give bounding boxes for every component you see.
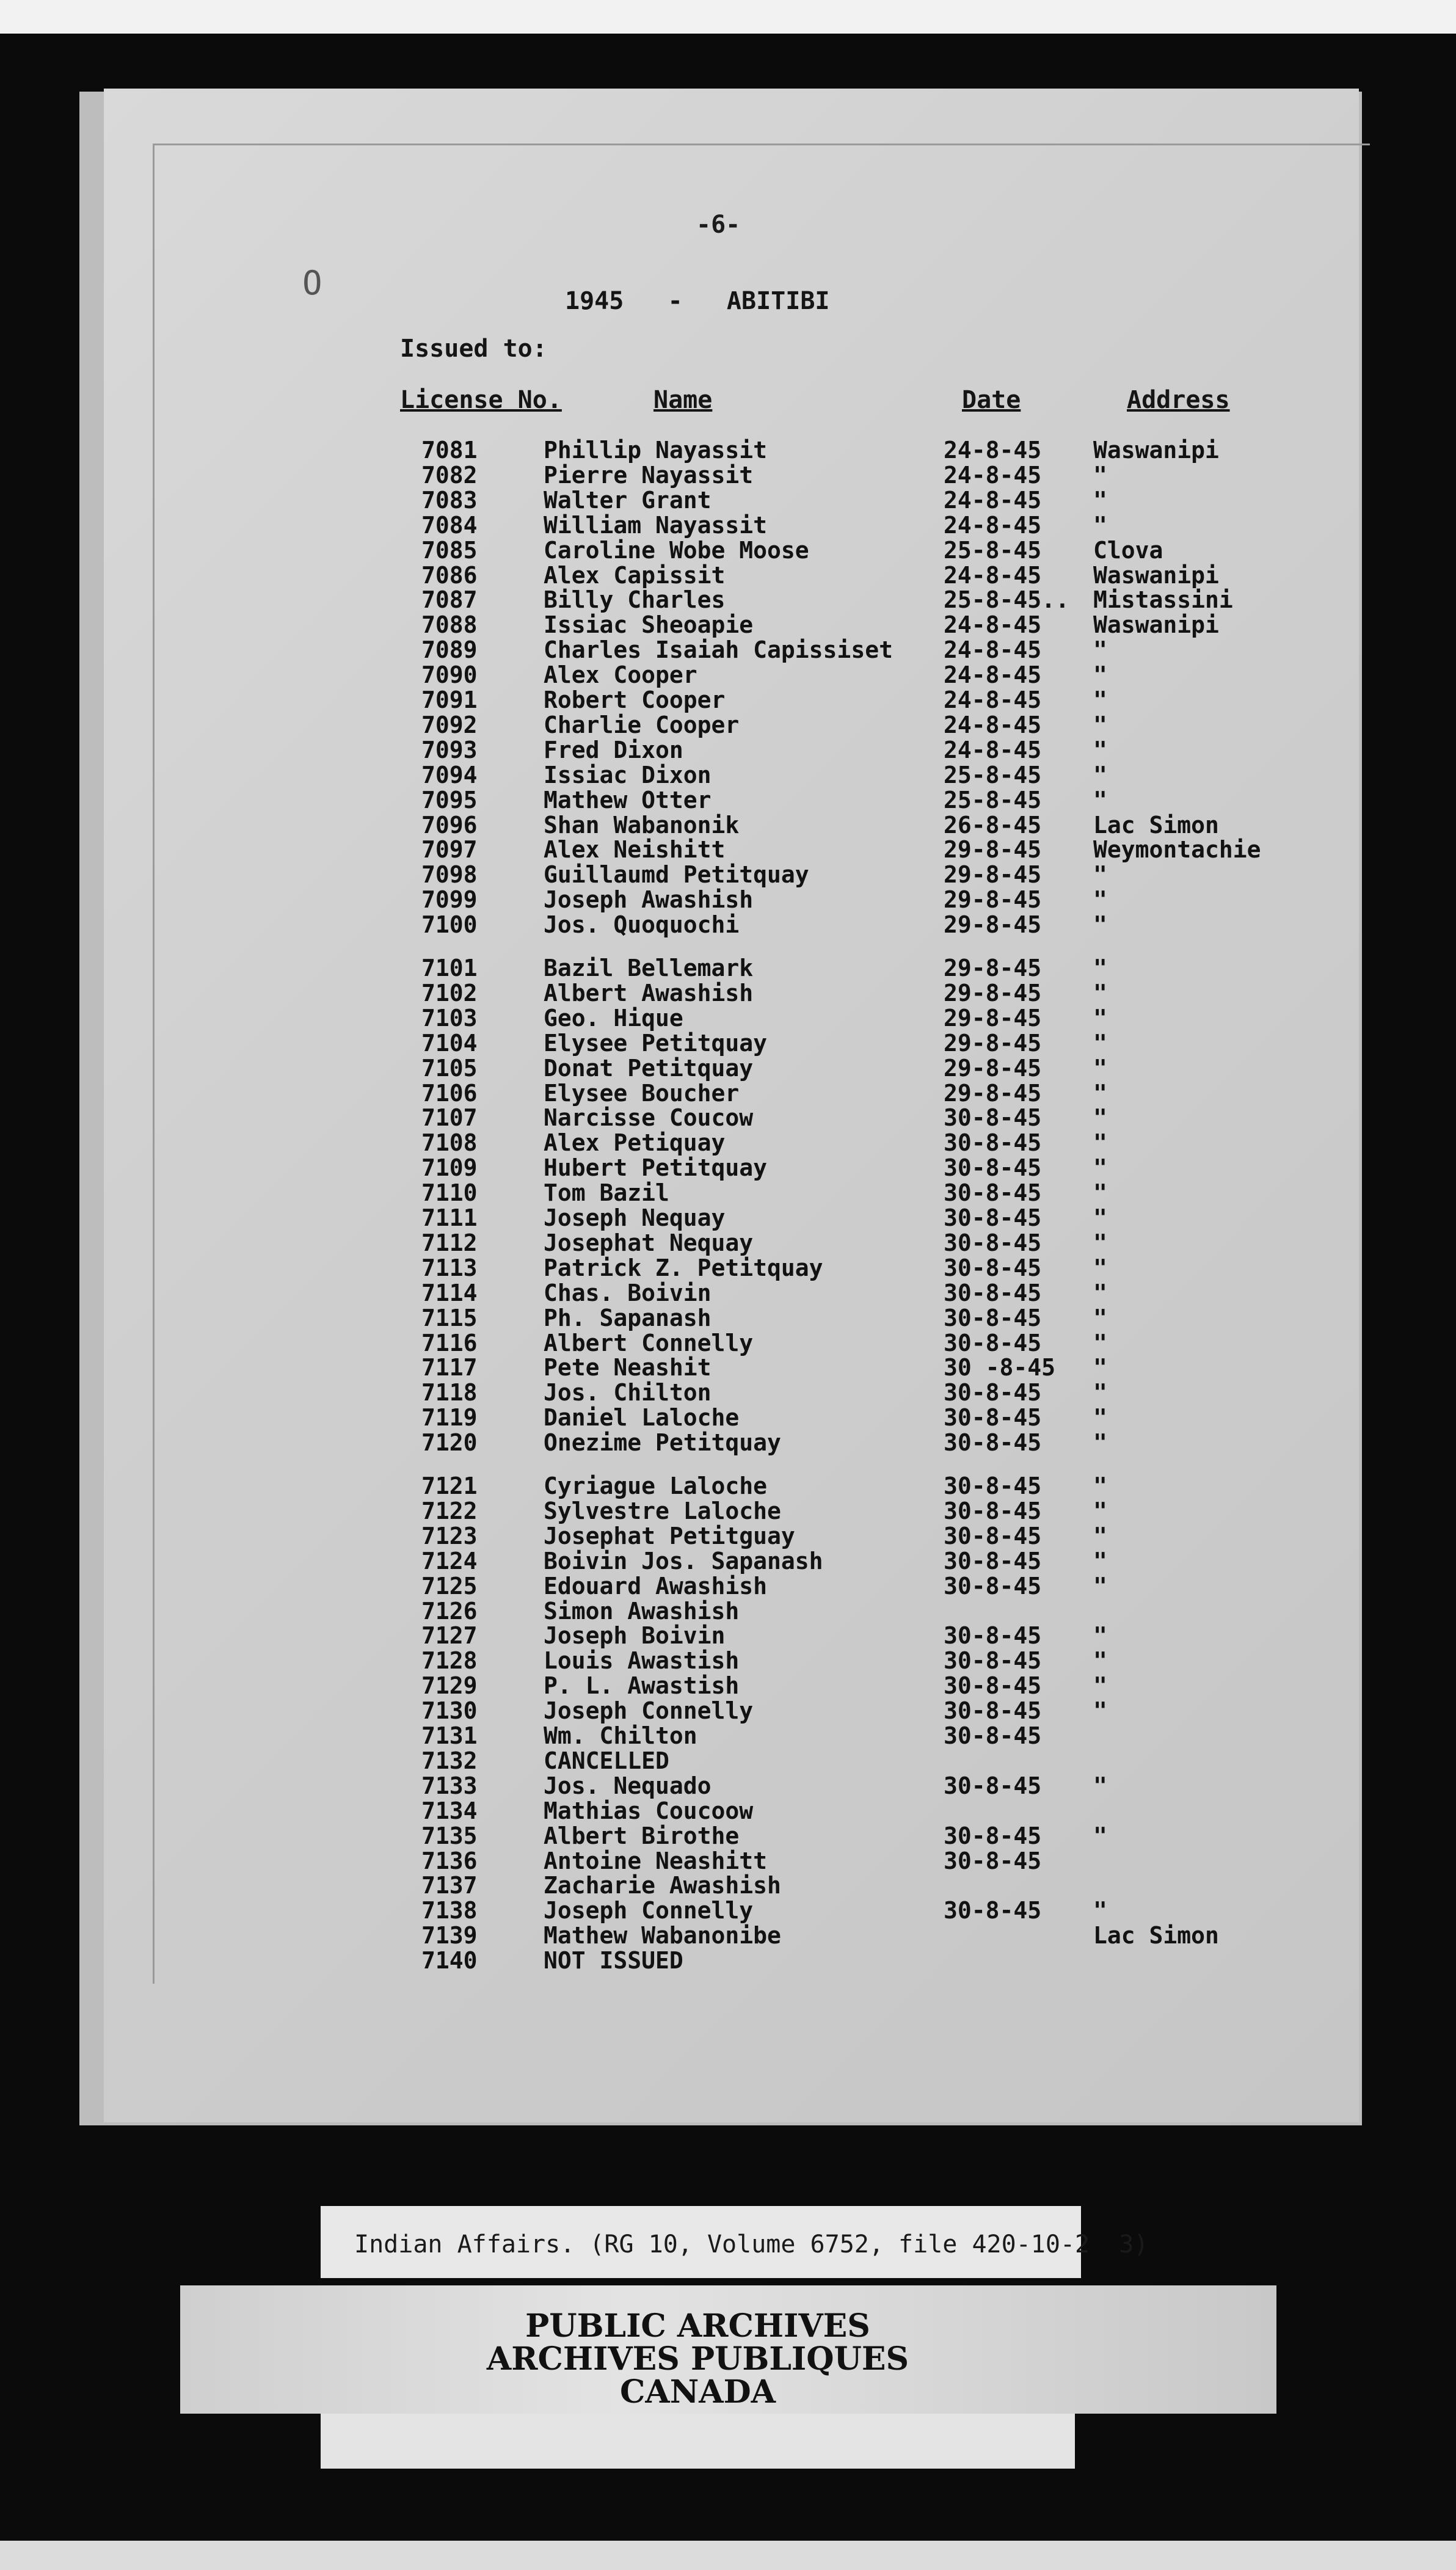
license-number: 7133 [421,1772,478,1799]
address: " [1093,1672,1107,1700]
license-number: 7104 [421,1029,478,1057]
license-number: 7135 [421,1822,478,1849]
issue-date: 30 -8-45 [944,1354,1056,1381]
license-number: 7128 [421,1647,478,1675]
holder-name: Robert Cooper [544,686,726,713]
address: " [1093,511,1107,539]
holder-name: Phillip Nayassit [544,437,768,464]
license-number: 7095 [421,786,478,814]
license-number: 7115 [421,1304,478,1331]
holder-name: Mathew Otter [544,786,712,814]
license-number: 7081 [421,437,478,464]
holder-name: Simon Awashish [544,1597,740,1625]
holder-name: Jos. Quoquochi [544,911,740,939]
address: " [1093,1079,1107,1107]
archive-reference-label [321,2206,1149,2278]
issue-date: 25-8-45 [944,786,1042,814]
issued-to-label: Issued to: [400,335,547,363]
issue-date: 30-8-45 [944,1204,1042,1231]
issue-date: 30-8-45 [944,1329,1042,1356]
address: " [1093,1622,1107,1650]
license-number: 7139 [421,1922,478,1949]
holder-name: Geo. Hique [544,1004,683,1032]
holder-name: Issiac Dixon [544,761,712,788]
holder-name: Joseph Nequay [544,1204,726,1231]
license-number: 7114 [421,1279,478,1306]
address: Weymontachie [1093,836,1261,864]
license-number: 7094 [421,761,478,788]
issue-date: 24-8-45 [944,511,1042,539]
license-number: 7084 [421,511,478,539]
license-number: 7089 [421,636,478,664]
license-number: 7103 [421,1004,478,1032]
issue-date: 24-8-45 [944,636,1042,664]
holder-name: Daniel Laloche [544,1404,740,1432]
issue-date: 30-8-45 [944,1229,1042,1256]
holder-name: Louis Awastish [544,1647,740,1675]
issue-date: 30-8-45 [944,1429,1042,1457]
license-number: 7113 [421,1254,478,1281]
holder-name: Hubert Petitquay [544,1154,768,1182]
holder-name: Alex Capissit [544,561,726,589]
document-title: 1945 - ABITIBI [565,287,830,315]
holder-name: Josephat Nequay [544,1229,754,1256]
lower-label [321,2414,1075,2469]
license-number: 7140 [421,1947,478,1975]
address: " [1093,461,1107,489]
address: " [1093,1129,1107,1157]
issue-date: 29-8-45 [944,836,1042,864]
address: " [1093,636,1107,664]
holder-name: Shan Wabanonik [544,811,740,839]
license-number: 7090 [421,661,478,689]
holder-name: Jos. Chilton [544,1379,712,1407]
issue-date: 29-8-45 [944,1029,1042,1057]
header-name: Name [653,386,713,414]
issue-date: 30-8-45 [944,1647,1042,1675]
license-number: 7125 [421,1572,478,1600]
holder-name: William Nayassit [544,511,768,539]
holder-name: Issiac Sheoapie [544,611,754,639]
stamp-line-3: CANADA [619,2373,776,2411]
address: " [1093,736,1107,763]
address: " [1093,1822,1107,1849]
license-number: 7121 [421,1472,478,1499]
address: " [1093,1329,1107,1356]
issue-date: 24-8-45 [944,486,1042,514]
address: " [1093,1354,1107,1381]
issue-date: 25-8-45 [944,761,1042,788]
holder-name: Alex Petiquay [544,1129,726,1157]
license-number: 7131 [421,1722,478,1749]
address: " [1093,1522,1107,1549]
address: Waswanipi [1093,561,1219,589]
license-number: 7083 [421,486,478,514]
issue-date: 30-8-45 [944,1104,1042,1132]
holder-name: Mathew Wabanonibe [544,1922,781,1949]
holder-name: Elysee Boucher [544,1079,740,1107]
issue-date: 24-8-45 [944,461,1042,489]
license-number: 7102 [421,979,478,1007]
license-number: 7087 [421,586,478,614]
paper-fold [153,144,1370,1984]
issue-date: 30-8-45 [944,1622,1042,1650]
license-number: 7136 [421,1847,478,1874]
license-number: 7130 [421,1697,478,1725]
holder-name: Cyriague Laloche [544,1472,768,1499]
address: " [1093,686,1107,713]
license-number: 7118 [421,1379,478,1407]
license-number: 7127 [421,1622,478,1650]
address: Waswanipi [1093,611,1219,639]
license-number: 7124 [421,1547,478,1574]
holder-name: Charlie Cooper [544,711,740,738]
holder-name: Guillaumd Petitquay [544,861,809,889]
holder-name: P. L. Awastish [544,1672,740,1700]
license-number: 7132 [421,1747,478,1774]
issue-date: 30-8-45 [944,1279,1042,1306]
address: " [1093,1029,1107,1057]
license-number: 7107 [421,1104,478,1132]
license-number: 7110 [421,1179,478,1207]
issue-date: 30-8-45 [944,1404,1042,1432]
address: " [1093,911,1107,939]
issue-date: 30-8-45 [944,1722,1042,1749]
archives-stamp [318,2285,1078,2414]
license-number: 7082 [421,461,478,489]
holder-name: Jos. Nequado [544,1772,712,1799]
license-number: 7109 [421,1154,478,1182]
address: " [1093,1004,1107,1032]
address: Waswanipi [1093,437,1219,464]
issue-date: 24-8-45 [944,611,1042,639]
issue-date: 25-8-45 [944,536,1042,564]
address: " [1093,886,1107,914]
license-number: 7085 [421,536,478,564]
license-number: 7122 [421,1497,478,1524]
address: " [1093,1647,1107,1675]
address: " [1093,1772,1107,1799]
issue-date: 25-8-45.. [944,586,1069,614]
address: " [1093,1304,1107,1331]
holder-name: Joseph Connelly [544,1897,754,1924]
header-license: License No. [400,386,562,414]
holder-name: Zacharie Awashish [544,1872,781,1899]
film-top-edge [0,0,1456,34]
issue-date: 30-8-45 [944,1897,1042,1924]
issue-date: 29-8-45 [944,1054,1042,1082]
holder-name: Walter Grant [544,486,712,514]
address: " [1093,1054,1107,1082]
issue-date: 29-8-45 [944,861,1042,889]
address: Mistassini [1093,586,1233,614]
holder-name: Bazil Bellemark [544,955,754,981]
issue-date: 24-8-45 [944,437,1042,464]
issue-date: 30-8-45 [944,1304,1042,1331]
archive-reference-text: Indian Affairs. (RG 10, Volume 6752, file 420-10-2 3) [354,2230,1149,2259]
address: " [1093,1572,1107,1600]
license-number: 7137 [421,1872,478,1899]
license-number: 7108 [421,1129,478,1157]
holder-name: Patrick Z. Petitquay [544,1254,823,1281]
issue-date: 30-8-45 [944,1129,1042,1157]
margin-mark: O [302,264,322,302]
issue-date: 26-8-45 [944,811,1042,839]
header-address: Address [1127,386,1230,414]
license-number: 7091 [421,686,478,713]
page-number: -6- [696,211,741,239]
holder-name: Billy Charles [544,586,726,614]
license-number: 7126 [421,1597,478,1625]
holder-name: Albert Birothe [544,1822,740,1849]
license-number: 7101 [421,955,478,981]
issue-date: 29-8-45 [944,911,1042,939]
stamp-line-1: PUBLIC ARCHIVES [525,2307,870,2345]
issue-date: 30-8-45 [944,1379,1042,1407]
address: " [1093,486,1107,514]
holder-name: Onezime Petitquay [544,1429,781,1457]
holder-name: Ph. Sapanash [544,1304,712,1331]
license-number: 7092 [421,711,478,738]
holder-name: Pete Neashit [544,1354,712,1381]
issue-date: 30-8-45 [944,1497,1042,1524]
address: Clova [1093,536,1163,564]
holder-name: Joseph Boivin [544,1622,726,1650]
address: " [1093,761,1107,788]
license-number: 7105 [421,1054,478,1082]
address: " [1093,1897,1107,1924]
license-number: 7111 [421,1204,478,1231]
license-number: 7123 [421,1522,478,1549]
holder-name: Narcisse Coucow [544,1104,754,1132]
issue-date: 29-8-45 [944,955,1042,981]
license-number: 7100 [421,911,478,939]
license-number: 7088 [421,611,478,639]
address: " [1093,1379,1107,1407]
holder-name: Charles Isaiah Capissiset [544,636,893,664]
issue-date: 29-8-45 [944,1079,1042,1107]
issue-date: 29-8-45 [944,886,1042,914]
address: " [1093,1472,1107,1499]
holder-name: Albert Awashish [544,979,754,1007]
holder-name: Josephat Petitguay [544,1522,795,1549]
address: Lac Simon [1093,811,1219,839]
holder-name: Elysee Petitquay [544,1029,768,1057]
holder-name: Alex Cooper [544,661,697,689]
holder-name: Edouard Awashish [544,1572,768,1600]
holder-name: Albert Connelly [544,1329,754,1356]
issue-date: 30-8-45 [944,1772,1042,1799]
address: " [1093,1154,1107,1182]
license-number: 7099 [421,886,478,914]
issue-date: 30-8-45 [944,1822,1042,1849]
header-date: Date [962,386,1021,414]
license-number: 7086 [421,561,478,589]
issue-date: 24-8-45 [944,736,1042,763]
holder-name: Boivin Jos. Sapanash [544,1547,823,1574]
address: " [1093,711,1107,738]
issue-date: 24-8-45 [944,686,1042,713]
holder-name: Fred Dixon [544,736,683,763]
address: " [1093,861,1107,889]
address: " [1093,1429,1107,1457]
holder-name: NOT ISSUED [544,1947,683,1975]
address: " [1093,1229,1107,1256]
address: " [1093,1497,1107,1524]
holder-name: Joseph Connelly [544,1697,754,1725]
holder-name: Pierre Nayassit [544,461,754,489]
issue-date: 30-8-45 [944,1847,1042,1874]
license-number: 7096 [421,811,478,839]
issue-date: 30-8-45 [944,1254,1042,1281]
address: " [1093,1179,1107,1207]
license-number: 7112 [421,1229,478,1256]
issue-date: 30-8-45 [944,1154,1042,1182]
license-number: 7097 [421,836,478,864]
license-number: 7134 [421,1797,478,1824]
address: " [1093,1547,1107,1574]
issue-date: 30-8-45 [944,1672,1042,1700]
issue-date: 24-8-45 [944,711,1042,738]
issue-date: 24-8-45 [944,561,1042,589]
address: " [1093,1279,1107,1306]
holder-name: Alex Neishitt [544,836,726,864]
license-number: 7106 [421,1079,478,1107]
holder-name: Donat Petitquay [544,1054,754,1082]
address: " [1093,979,1107,1007]
address: Lac Simon [1093,1922,1219,1949]
holder-name: Antoine Neashitt [544,1847,768,1874]
issue-date: 30-8-45 [944,1522,1042,1549]
issue-date: 30-8-45 [944,1547,1042,1574]
license-number: 7098 [421,861,478,889]
holder-name: Wm. Chilton [544,1722,697,1749]
stamp-line-2: ARCHIVES PUBLIQUES [486,2340,909,2378]
address: " [1093,1204,1107,1231]
address: " [1093,955,1107,981]
license-number: 7120 [421,1429,478,1457]
holder-name: Mathias Coucoow [544,1797,754,1824]
film-bottom-edge [0,2541,1456,2570]
address: " [1093,786,1107,814]
holder-name: Caroline Wobe Moose [544,536,809,564]
address: " [1093,1254,1107,1281]
issue-date: 29-8-45 [944,1004,1042,1032]
issue-date: 29-8-45 [944,979,1042,1007]
license-number: 7093 [421,736,478,763]
issue-date: 30-8-45 [944,1697,1042,1725]
address: " [1093,1404,1107,1432]
holder-name: CANCELLED [544,1747,669,1774]
holder-name: Joseph Awashish [544,886,754,914]
license-number: 7129 [421,1672,478,1700]
address: " [1093,1104,1107,1132]
issue-date: 30-8-45 [944,1472,1042,1499]
issue-date: 30-8-45 [944,1572,1042,1600]
license-number: 7116 [421,1329,478,1356]
license-number: 7117 [421,1354,478,1381]
issue-date: 30-8-45 [944,1179,1042,1207]
license-number: 7119 [421,1404,478,1432]
issue-date: 24-8-45 [944,661,1042,689]
holder-name: Chas. Boivin [544,1279,712,1306]
license-number: 7138 [421,1897,478,1924]
holder-name: Tom Bazil [544,1179,669,1207]
address: " [1093,661,1107,689]
address: " [1093,1697,1107,1725]
holder-name: Sylvestre Laloche [544,1497,781,1524]
